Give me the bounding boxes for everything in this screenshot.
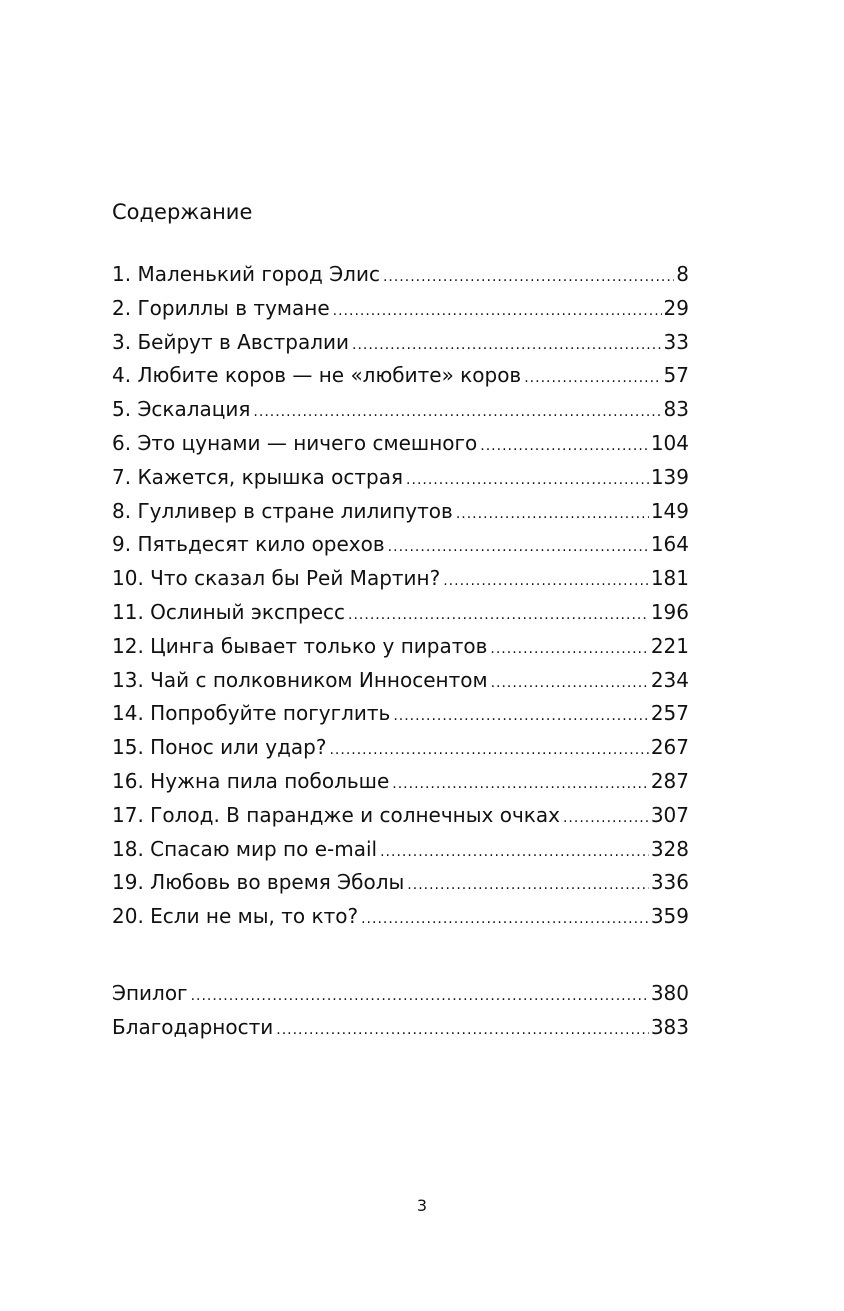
entry-page-number: 196 [650, 599, 689, 624]
entry-page-number: 164 [650, 532, 689, 557]
toc-entry-16 [112, 765, 689, 799]
entry-title: 13. Чай с полковником Инносентом [112, 667, 488, 692]
entry-title: 6. Это цунами — ничего смешного [112, 430, 478, 455]
entry-page-number: 221 [650, 633, 689, 658]
entry-title: 16. Нужна пила побольше [112, 768, 390, 793]
entry-page-number: 181 [650, 566, 689, 591]
entry-page-number: 149 [650, 498, 689, 523]
dot-leader [380, 836, 649, 867]
entry-page-number: 83 [663, 397, 689, 422]
toc-entry-15 [112, 731, 689, 765]
entry-title: 15. Понос или удар? [112, 735, 327, 760]
toc-entry-5 [112, 393, 689, 427]
toc-entry-9 [112, 528, 689, 562]
dot-leader [524, 362, 661, 393]
entry-page-number: 29 [663, 295, 689, 320]
toc-entry-3 [112, 326, 689, 360]
entry-page-number: 139 [650, 464, 689, 489]
toc-entry-18 [112, 833, 689, 867]
toc-entry-10 [112, 562, 689, 596]
entry-title: 17. Голод. В парандже и солнечных очках [112, 802, 560, 827]
toc-entry-1 [112, 258, 689, 292]
toc-entry-7 [112, 461, 689, 495]
entry-title: 9. Пятьдесят кило орехов [112, 532, 385, 557]
entry-page-number: 8 [676, 262, 689, 286]
toc-entry-13 [112, 664, 689, 698]
entry-page-number: 380 [650, 981, 689, 1005]
toc-entry-11 [112, 596, 689, 630]
toc-entry-epilogue [112, 977, 689, 1011]
toc-entry-4 [112, 359, 689, 393]
entry-page-number: 234 [650, 667, 689, 692]
entry-page-number: 257 [650, 701, 689, 726]
dot-leader [393, 700, 649, 731]
dot-leader [348, 599, 649, 630]
toc-entry-12 [112, 630, 689, 664]
entry-title: 7. Кажется, крышка острая [112, 464, 404, 489]
toc-entry-14 [112, 697, 689, 731]
entry-page-number: 307 [650, 802, 689, 827]
dot-leader [388, 531, 649, 562]
entry-page-number: 57 [663, 363, 689, 388]
toc-heading: Содержание [112, 200, 253, 224]
dot-leader [329, 734, 648, 765]
dot-leader [456, 498, 649, 529]
dot-leader [191, 980, 649, 1011]
toc-entry-2 [112, 292, 689, 326]
toc-entry-19 [112, 866, 689, 900]
toc-entry-acknowledgements [112, 1011, 689, 1045]
entry-title: 1. Маленький город Элис [112, 262, 380, 286]
chapter-list [112, 258, 689, 934]
toc-entry-20 [112, 900, 689, 934]
entry-title: Благодарности [112, 1014, 274, 1039]
entry-title: 20. Если не мы, то кто? [112, 904, 359, 929]
dot-leader [392, 768, 649, 799]
entry-page-number: 359 [650, 904, 689, 929]
entry-page-number: 336 [650, 870, 689, 895]
dot-leader [406, 464, 649, 495]
page-number-footer: 3 [416, 1196, 428, 1215]
entry-page-number: 104 [650, 430, 689, 455]
entry-page-number: 287 [650, 768, 689, 793]
entry-title: 11. Ослиный экспресс [112, 599, 346, 624]
entry-title: 14. Попробуйте погуглить [112, 701, 391, 726]
dot-leader [491, 667, 649, 698]
dot-leader [490, 633, 648, 664]
entry-page-number: 33 [663, 329, 689, 354]
toc-entry-17 [112, 799, 689, 833]
entry-title: 10. Что сказал бы Рей Мартин? [112, 566, 441, 591]
toc-entry-8 [112, 495, 689, 529]
dot-leader [480, 430, 649, 461]
dot-leader [276, 1014, 649, 1045]
backmatter-list [112, 977, 689, 1045]
entry-title: Эпилог [112, 981, 188, 1005]
entry-page-number: 328 [650, 836, 689, 861]
dot-leader [443, 565, 649, 596]
entry-title: 18. Спасаю мир по e-mail [112, 836, 378, 861]
entry-page-number: 383 [650, 1014, 689, 1039]
entry-title: 12. Цинга бывает только у пиратов [112, 633, 488, 658]
dot-leader [333, 295, 662, 326]
dot-leader [352, 329, 662, 360]
entry-title: 5. Эскалация [112, 397, 251, 422]
dot-leader [563, 802, 649, 833]
entry-title: 4. Любите коров — не «любите» коров [112, 363, 522, 388]
entry-title: 2. Гориллы в тумане [112, 295, 330, 320]
entry-title: 8. Гулливер в стране лилипутов [112, 498, 453, 523]
entry-title: 19. Любовь во время Эболы [112, 870, 405, 895]
entry-title: 3. Бейрут в Австралии [112, 329, 349, 354]
entry-page-number: 267 [650, 735, 689, 760]
dot-leader [407, 869, 649, 900]
dot-leader [253, 396, 661, 427]
dot-leader [361, 903, 649, 934]
dot-leader [383, 261, 674, 292]
toc-entry-6 [112, 427, 689, 461]
